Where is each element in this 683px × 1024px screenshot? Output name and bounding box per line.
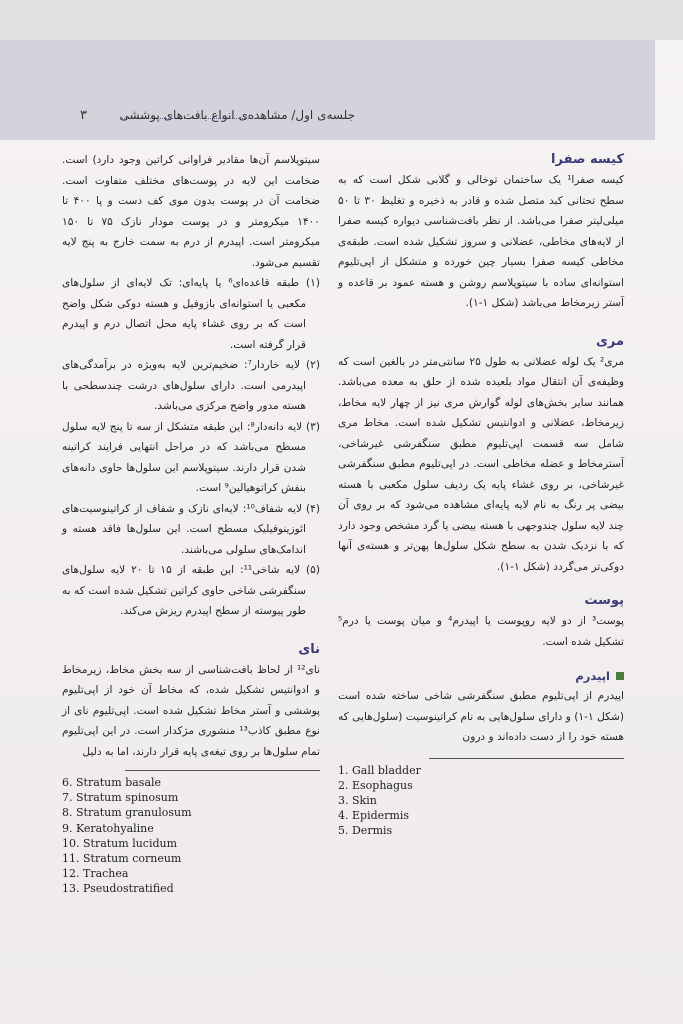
- footnote: 8. Stratum granulosum: [62, 806, 192, 820]
- footnote: 6. Stratum basale: [62, 776, 162, 789]
- footnote: 1. Gall bladder: [338, 763, 421, 777]
- layer-item: (۳) لایه دانه‌دار⁸: این طبقه متشکل از سه تا پنج لایه سلول مسطح می‌باشد که در مراحل انتهایی فرایند کراتینه شدن قرار دارند. سیتوپلاسم این سلول‌ها حاوی دانه‌های بنفش کراتوهیالین⁹ است.: [62, 420, 320, 494]
- section-heading-trachea: نای: [298, 641, 320, 657]
- subheading-epidermis-text: اپیدرم: [575, 669, 610, 683]
- subheading-epidermis: [338, 666, 624, 686]
- footnote: 3. Skin: [338, 793, 377, 807]
- footnote: 12. Trachea: [62, 867, 129, 881]
- paragraph-esophagus: مری² یک لوله عضلانی به طول ۲۵ سانتی‌متر در بالغین است که وظیفه‌ی آن انتقال مواد بلعیده شده از حلق به معده می‌باشد. همانند سایر بخش‌های لوله گوارش مری نیز از چهار لایه مخاط، زیرمخاط، عضلانی و ادوانتیس تشکیل شده است. مخاط مری شامل سه قسمت اپی‌تلیوم مطبق سنگفرشی غیرشاخی، آسترمخاط و عضله مخاطی است. در اپی‌تلیوم مطبق سنگفرشی غیرشاخی، بر روی غشاء پایه یک ردیف سلول مکعبی با هسته بیضی پر رنگ به نام لایه پایه‌ای مشاهده می‌شود که بر روی آن چند لایه سلول چندوجهی با هسته بیضی یا گرد مشخص وجود دارد که با نزدیک شدن به سطح شکل سلول‌ها پهن‌تر و هسته‌ی آنها دوکی‌تر می‌گردد (شکل ۱-۱).: [338, 355, 624, 573]
- footnote: 9. Keratohyaline: [62, 821, 154, 835]
- layer-item: (۴) لایه شفاف¹⁰: لایه‌ای نازک و شفاف از کراتینوسیت‌های ائوزینوفیلیک مسطح است. این سلول‌ها فاقد هسته و اندامک‌های سلولی می‌باشند.: [62, 502, 320, 556]
- footnote-rule: [125, 770, 320, 771]
- left-column: [62, 150, 320, 897]
- square-bullet-icon: [616, 672, 624, 680]
- footnote: 7. Stratum spinosum: [62, 791, 179, 805]
- footnotes-left: [62, 775, 320, 897]
- paragraph-trachea: نای¹² از لحاظ بافت‌شناسی از سه بخش مخاط، زیرمخاط و ادوانتیس تشکیل شده، که مخاط آن خود از اپی‌تلیوم پوششی و آستر مخاط تشکیل شده است. اپی‌تلیوم نای از نوع مطبق کاذب¹³ منشوری مژکدار است. در این اپی‌تلیوم تمام سلول‌ها بر روی تیغه‌ی پایه قرار دارند، اما به دلیل: [62, 663, 320, 758]
- paragraph-epidermis-continued: سیتوپلاسم آن‌ها مقادیر فراوانی کراتین وجود دارد) است. ضخامت این لایه در پوست‌های مختلف متفاوت است. ضخامت آن در پوست بدون موی کف دست و پا ۴۰۰ تا ۱۴۰۰ میکرومتر و در پوست مودار نازک ۷۵ تا ۱۵۰ میکرومتر است. اپیدرم از درم به سمت خارج به پنج لایه تقسیم می‌شود.: [62, 154, 320, 269]
- section-heading-esophagus: مری: [595, 333, 624, 349]
- footnote-rule: [429, 758, 624, 759]
- running-title: جلسه‌ی اول/ مشاهده‌ی انواع بافت‌های پوششی: [119, 108, 355, 122]
- footnote: 11. Stratum corneum: [62, 852, 182, 866]
- paragraph-gallbladder: کیسه صفرا¹ یک ساختمان توخالی و گلابی شکل است که به سطح تحتانی کبد متصل شده و قادر به ذخیره و تغلیظ ۳۰ تا ۵۰ میلی‌لیتر صفرا می‌باشد. از نظر بافت‌شناسی دیواره کیسه صفرا از لایه‌های مخاطی، عضلانی و سروز تشکیل شده است. طبقه‌ی مخاطی کیسه صفرا بسیار چین خورده و متشکل از اپی‌تلیوم استوانه‌ای ساده با سیتوپلاسم روشن و هسته عمود بر قاعده و آستر زیرمخاط می‌باشد (شکل ۱-۱).: [338, 174, 624, 309]
- running-header: [0, 40, 655, 140]
- section-heading-skin: پوست: [584, 593, 624, 608]
- paragraph-skin: پوست³ از دو لایه روپوست یا اپیدرم⁴ و میان پوست یا درم⁵ تشکیل شده است.: [338, 615, 624, 648]
- paragraph-epidermis: اپیدرم از اپی‌تلیوم مطبق سنگفرشی شاخی ساخته شده است (شکل ۱-۱) و دارای سلول‌هایی به نام کراتینوسیت (سلول‌هایی که هسته خود را از دست داده‌اند و درون: [338, 690, 624, 743]
- page-number: ۳: [80, 108, 87, 123]
- layer-item: (۵) لایه شاخی¹¹: این طبقه از ۱۵ تا ۲۰ لایه سلول‌های سنگفرشی شاخی حاوی کراتین تشکیل شده است که به طور پیوسته از سطح اپیدرم ریزش می‌کند.: [62, 564, 320, 617]
- layer-item: (۲) لایه خاردار⁷: ضخیم‌ترین لایه به‌ویژه در برآمدگی‌های اپیدرمی است. دارای سلول‌های درشت چندسطحی با هسته مدور واضح مرکزی می‌باشد.: [62, 359, 320, 412]
- footnote: 10. Stratum lucidum: [62, 836, 178, 850]
- layer-item: (۱) طبقه قاعده‌ای⁶ یا پایه‌ای: تک لایه‌ای از سلول‌های مکعبی یا استوانه‌ای بازوفیل و هسته دوکی شکل واضح است که بر روی غشاء پایه محل اتصال درم و اپیدرم قرار گرفته است.: [62, 277, 321, 351]
- footnotes-right: [338, 763, 624, 839]
- footnote: 2. Esophagus: [338, 778, 413, 792]
- footnote: 13. Pseudostratified: [62, 882, 174, 896]
- right-column: [338, 150, 624, 839]
- section-heading-gallbladder: کیسه صفرا: [551, 152, 624, 167]
- footnote: 4. Epidermis: [338, 809, 409, 823]
- page-top-band: [0, 0, 683, 40]
- footnote: 5. Dermis: [338, 824, 393, 838]
